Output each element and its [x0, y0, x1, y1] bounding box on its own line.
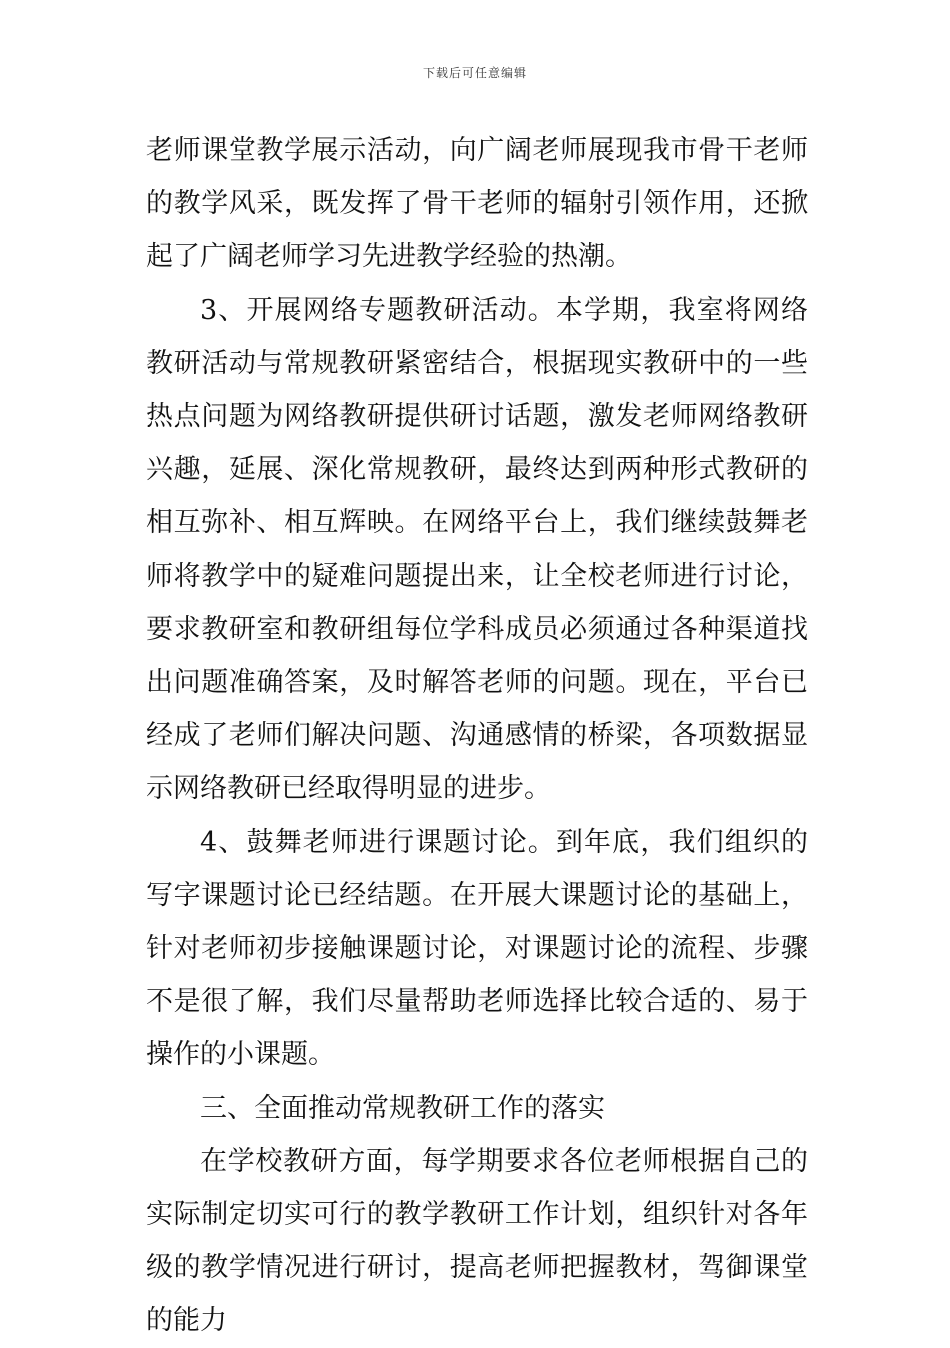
paragraph-item-4: 4、鼓舞老师进行课题讨论。到年底，我们组织的写字课题讨论已经结题。在开展大课题讨论的基础上，针对老师初步接触课题讨论，对课题讨论的流程、步骤不是很了解，我们尽量帮助老师选择比较合适的、易于操作的小课题。: [146, 826, 808, 1071]
paragraph-item-3: 3、开展网络专题教研活动。本学期，我室将网络教研活动与常规教研紧密结合，根据现实教研中的一些热点问题为网络教研提供研讨话题，激发老师网络教研兴趣，延展、深化常规教研，最终达到两种形式教研的相互弥补、相互辉映。在网络平台上，我们继续鼓舞老师将教学中的疑难问题提出来，让全校老师进行讨论，要求教研室和教研组每位学科成员必须通过各种渠道找出问题准确答案，及时解答老师的问题。现在，平台已经成了老师们解决问题、沟通感情的桥梁，各项数据显示网络教研已经取得明显的进步。: [146, 294, 808, 805]
paragraph-section-intro: 在学校教研方面，每学期要求各位老师根据自己的实际制定切实可行的教学教研工作计划，组织针对各年级的教学情况进行研讨，提高老师把握教材，驾御课堂的能力: [146, 1145, 808, 1337]
paragraph-continuation: 老师课堂教学展示活动，向广阔老师展现我市骨干老师的教学风采，既发挥了骨干老师的辐射引领作用，还掀起了广阔老师学习先进教学经验的热潮。: [146, 135, 808, 273]
document-body: [146, 124, 808, 1348]
page-header-note: 下载后可任意编辑: [422, 66, 527, 80]
section-heading: 三、全面推动常规教研工作的落实: [200, 1092, 605, 1124]
